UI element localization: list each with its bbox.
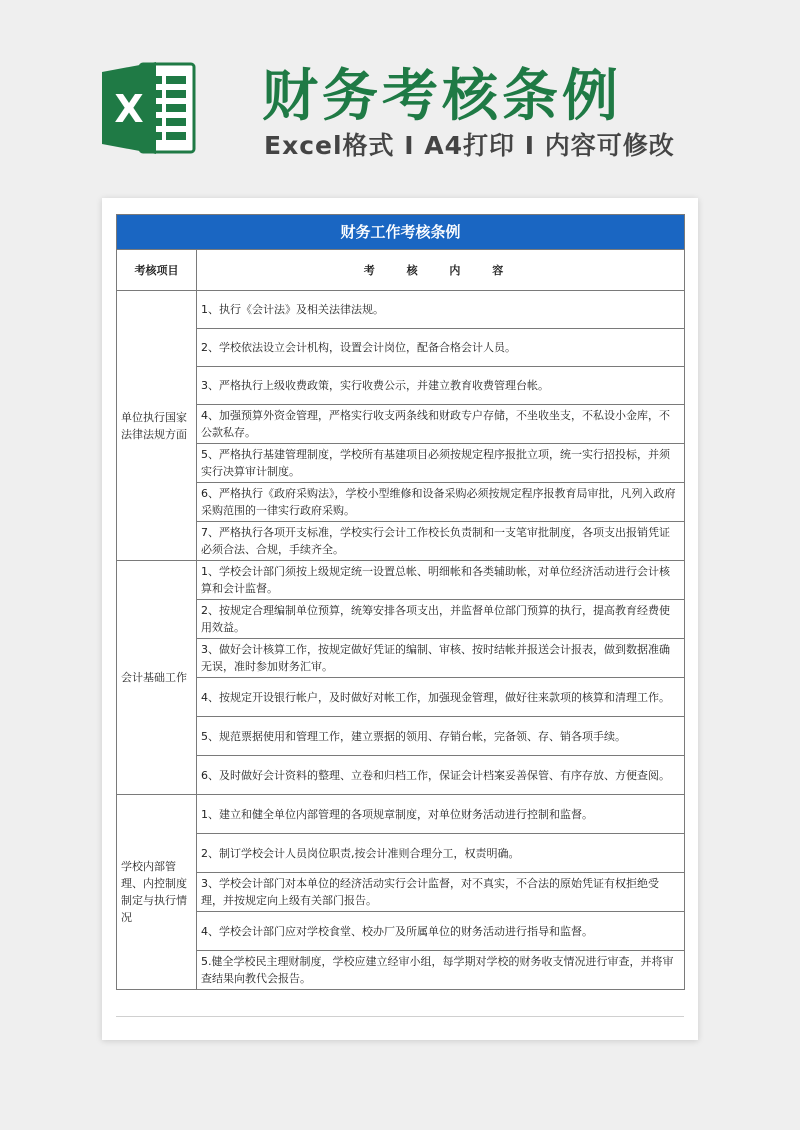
content-cell: 1、学校会计部门须按上级规定统一设置总帐、明细帐和各类辅助帐，对单位经济活动进行会计核算和会计监督。	[197, 561, 685, 600]
content-cell: 3、做好会计核算工作，按规定做好凭证的编制、审核、按时结帐并报送会计报表，做到数据准确无误，准时参加财务汇审。	[197, 639, 685, 678]
table-row	[117, 717, 685, 756]
logo-letter: X	[114, 87, 144, 131]
content-cell: 5.健全学校民主理财制度，学校应建立经审小组，每学期对学校的财务收支情况进行审查，并将审查结果向教代会报告。	[197, 951, 685, 990]
page-title: 财务考核条例	[262, 64, 622, 129]
content-cell: 5、规范票据使用和管理工作，建立票据的领用、存销台帐，完备领、存、销各项手续。	[197, 717, 685, 756]
table-row	[117, 561, 685, 600]
category-cell: 学校内部管理、内控制度制定与执行情况	[117, 795, 197, 990]
content-cell: 2、按规定合理编制单位预算，统筹安排各项支出，并监督单位部门预算的执行，提高教育经费使用效益。	[197, 600, 685, 639]
table-row	[117, 483, 685, 522]
content-cell: 1、建立和健全单位内部管理的各项规章制度，对单位财务活动进行控制和监督。	[197, 795, 685, 834]
table-row	[117, 444, 685, 483]
content-cell: 2、制订学校会计人员岗位职责,按会计准则合理分工，权责明确。	[197, 834, 685, 873]
table-row	[117, 873, 685, 912]
table-row	[117, 522, 685, 561]
content-cell: 6、及时做好会计资料的整理、立卷和归档工作，保证会计档案妥善保管、有序存放、方便查阅。	[197, 756, 685, 795]
table-row	[117, 405, 685, 444]
table-row	[117, 639, 685, 678]
table-row	[117, 291, 685, 329]
content-cell: 4、学校会计部门应对学校食堂、校办厂及所属单位的财务活动进行指导和监督。	[197, 912, 685, 951]
assessment-table	[116, 214, 685, 990]
table-row	[117, 367, 685, 405]
content-cell: 4、按规定开设银行帐户，及时做好对帐工作，加强现金管理，做好往来款项的核算和清理工作。	[197, 678, 685, 717]
table-header-row	[117, 250, 685, 291]
document-paper	[102, 198, 698, 1040]
table-row	[117, 756, 685, 795]
category-cell: 单位执行国家法律法规方面	[117, 291, 197, 561]
table-row	[117, 912, 685, 951]
table-row	[117, 795, 685, 834]
content-cell: 7、严格执行各项开支标准，学校实行会计工作校长负责制和一支笔审批制度，各项支出报销凭证必须合法、合规，手续齐全。	[197, 522, 685, 561]
content-cell: 3、严格执行上级收费政策，实行收费公示，并建立教育收费管理台帐。	[197, 367, 685, 405]
header-category: 考核项目	[117, 250, 197, 291]
table-row	[117, 600, 685, 639]
table-row	[117, 678, 685, 717]
page-subtitle: Excel格式 I A4打印 I 内容可修改	[264, 131, 675, 160]
header-content: 考 核 内 容	[197, 250, 685, 291]
content-cell: 2、学校依法设立会计机构，设置会计岗位，配备合格会计人员。	[197, 329, 685, 367]
content-cell: 5、严格执行基建管理制度，学校所有基建项目必须按规定程序报批立项，统一实行招投标，并须实行决算审计制度。	[197, 444, 685, 483]
content-cell: 3、学校会计部门对本单位的经济活动实行会计监督，对不真实，不合法的原始凭证有权拒绝受理，并按规定向上级有关部门报告。	[197, 873, 685, 912]
content-cell: 4、加强预算外资金管理，严格实行收支两条线和财政专户存储，不坐收坐支，不私设小金库，不公款私存。	[197, 405, 685, 444]
content-cell: 6、严格执行《政府采购法》，学校小型维修和设备采购必须按规定程序报教育局审批，凡列入政府采购范围的一律实行政府采购。	[197, 483, 685, 522]
page-bottom-divider	[116, 1016, 684, 1017]
table-title-row	[117, 215, 685, 250]
table-row	[117, 329, 685, 367]
excel-logo-icon	[100, 60, 196, 156]
table-title: 财务工作考核条例	[117, 215, 685, 250]
table-row	[117, 951, 685, 990]
content-cell: 1、执行《会计法》及相关法律法规。	[197, 291, 685, 329]
table-row	[117, 834, 685, 873]
category-cell: 会计基础工作	[117, 561, 197, 795]
